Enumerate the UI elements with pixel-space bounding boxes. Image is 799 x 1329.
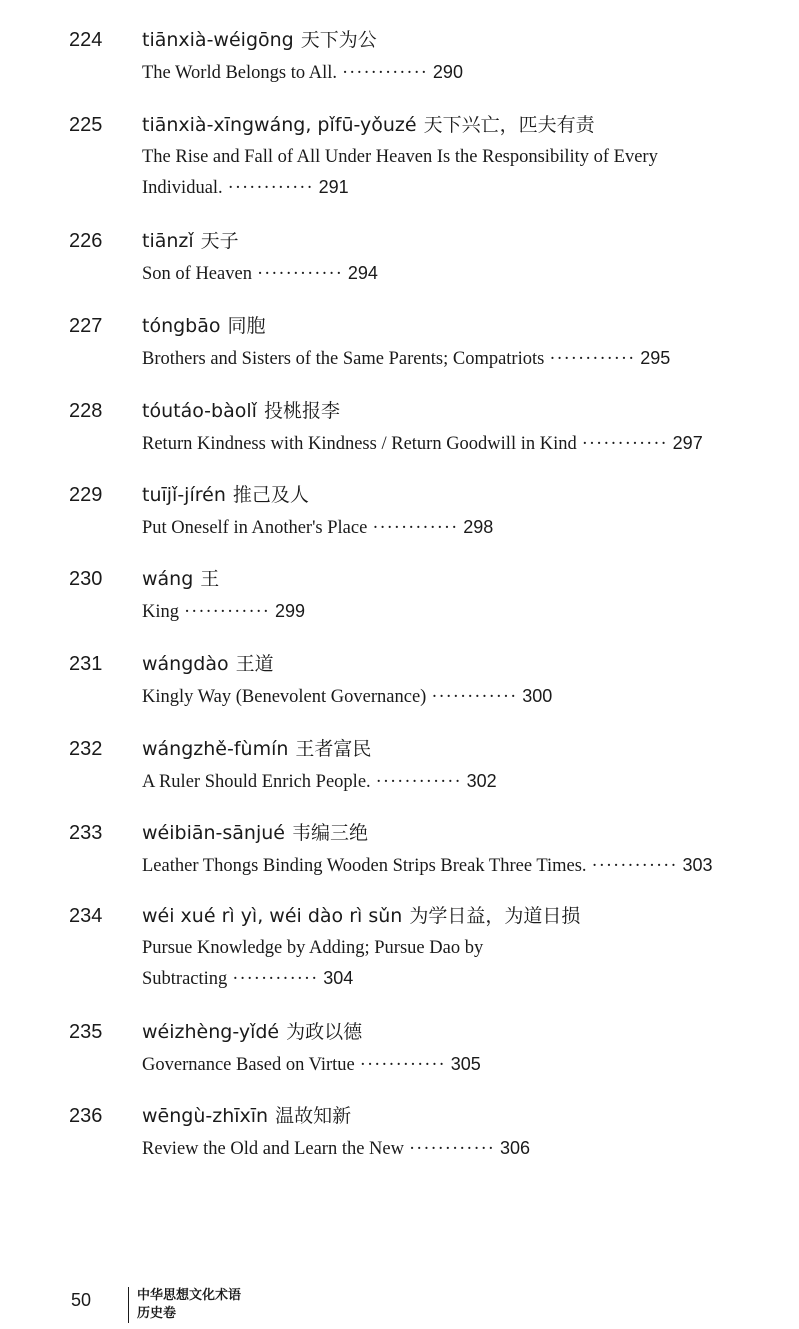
entry-pinyin: wángzhě-fùmín: [142, 738, 289, 760]
entry-page-number[interactable]: 297: [672, 433, 703, 453]
entry-translation: Return Kindness with Kindness / Return Goodwill in Kind: [142, 434, 577, 454]
entry-term: [142, 398, 340, 424]
entry-term: [142, 112, 595, 138]
entry-translation-line: [142, 850, 752, 881]
entry-number: 232: [69, 738, 103, 760]
entry-number: 230: [69, 568, 103, 590]
leader-dots: ············: [581, 434, 668, 454]
entry-pinyin: tóngbāo: [142, 315, 221, 337]
entry-hanzi: 韦编三绝: [291, 822, 368, 844]
entry-page-number[interactable]: 306: [499, 1138, 530, 1158]
entry-pinyin: wéi xué rì yì, wéi dào rì sǔn: [142, 905, 403, 927]
entry-translation: Put Oneself in Another's Place: [142, 518, 368, 538]
leader-dots: ············: [375, 772, 462, 792]
entry-translation: The Rise and Fall of All Under Heaven Is the Responsibility of Every Individual.: [142, 147, 658, 198]
entry-term: [142, 27, 377, 53]
series-title-line1: 中华思想文化术语: [137, 1288, 242, 1303]
entry-translation: Leather Thongs Binding Wooden Strips Break Three Times.: [142, 856, 587, 876]
leader-dots: ············: [232, 969, 319, 989]
entry-hanzi: 天下为公: [300, 29, 377, 51]
entry-hanzi: 为政以德: [286, 1021, 363, 1043]
leader-dots: ············: [431, 687, 518, 707]
entry-translation: Review the Old and Learn the New: [142, 1139, 404, 1159]
entry-pinyin: wáng: [142, 568, 194, 590]
entry-hanzi: 投桃报李: [263, 400, 340, 422]
entry-term: [142, 228, 239, 254]
entry-term: [142, 1103, 351, 1129]
entry-number: 234: [69, 905, 103, 927]
entry-hanzi: 王道: [235, 653, 274, 675]
entry-number: 224: [69, 29, 103, 51]
entry-number: 226: [69, 230, 103, 252]
entry-hanzi: 王: [200, 568, 220, 590]
entry-translation-line: [142, 512, 752, 543]
entry-hanzi: 温故知新: [275, 1105, 352, 1127]
entry-translation-line: [142, 258, 752, 289]
folio-page-number: 50: [71, 1290, 92, 1310]
entry-term: [142, 903, 580, 929]
leader-dots: ············: [549, 349, 636, 369]
series-title: [137, 1287, 241, 1323]
entry-translation-line: [142, 343, 752, 374]
entry-number: 229: [69, 484, 103, 506]
entry-translation: King: [142, 602, 179, 622]
entry-term: [142, 313, 266, 339]
entry-term: [142, 820, 368, 846]
entry-hanzi: 王者富民: [295, 738, 372, 760]
entry-translation-line: [142, 142, 752, 203]
entry-pinyin: wéibiān-sānjué: [142, 822, 285, 844]
entry-translation-line: [142, 933, 682, 994]
entry-hanzi: 同胞: [227, 315, 266, 337]
entry-translation-line: [142, 1133, 752, 1164]
entry-number: 236: [69, 1105, 103, 1127]
entry-term: [142, 566, 219, 592]
leader-dots: ············: [591, 856, 678, 876]
entry-pinyin: tiānzǐ: [142, 230, 194, 252]
leader-dots: ············: [359, 1055, 446, 1075]
leader-dots: ············: [372, 518, 459, 538]
entry-pinyin: wéizhèng-yǐdé: [142, 1021, 280, 1043]
entry-term: [142, 651, 274, 677]
leader-dots: ············: [227, 178, 314, 198]
entry-hanzi: 为学日益，为道日损: [409, 905, 581, 927]
page-footer: [0, 1287, 799, 1327]
footer-divider: [128, 1287, 129, 1323]
entry-page-number[interactable]: 305: [450, 1054, 481, 1074]
entry-term: [142, 482, 309, 508]
entry-number: 225: [69, 114, 103, 136]
entry-page-number[interactable]: 299: [274, 601, 305, 621]
entry-term: [142, 1019, 362, 1045]
entry-page-number[interactable]: 291: [318, 177, 349, 197]
leader-dots: ············: [341, 63, 428, 83]
entry-translation: Son of Heaven: [142, 264, 252, 284]
entry-pinyin: wángdào: [142, 653, 229, 675]
entry-translation: Pursue Knowledge by Adding; Pursue Dao by Subtracting: [142, 938, 484, 989]
entry-page-number[interactable]: 302: [466, 771, 497, 791]
entry-page-number[interactable]: 295: [640, 348, 671, 368]
series-title-line2: 历史卷: [137, 1306, 177, 1321]
entry-translation-line: [142, 428, 752, 459]
entry-number: 233: [69, 822, 103, 844]
leader-dots: ············: [409, 1139, 495, 1159]
entry-number: 235: [69, 1021, 103, 1043]
entry-hanzi: 天子: [200, 230, 239, 252]
entry-page-number[interactable]: 294: [347, 263, 378, 283]
entry-translation: Governance Based on Virtue: [142, 1055, 355, 1075]
entry-number: 231: [69, 653, 103, 675]
leader-dots: ············: [256, 264, 343, 284]
entry-pinyin: tiānxià-xīngwáng, pǐfū-yǒuzé: [142, 114, 417, 136]
entry-pinyin: tuījǐ-jírén: [142, 484, 226, 506]
entry-number: 227: [69, 315, 103, 337]
entry-hanzi: 天下兴亡，匹夫有责: [423, 114, 595, 136]
entry-pinyin: wēngù-zhīxīn: [142, 1105, 269, 1127]
entry-translation-line: [142, 766, 752, 797]
entry-translation-line: [142, 1049, 752, 1080]
entry-translation-line: [142, 57, 752, 88]
entry-page-number[interactable]: 290: [432, 62, 463, 82]
entry-translation-line: [142, 681, 752, 712]
entry-page-number[interactable]: 300: [522, 686, 553, 706]
entry-term: [142, 736, 371, 762]
entry-page-number[interactable]: 304: [323, 968, 354, 988]
entry-hanzi: 推己及人: [232, 484, 309, 506]
leader-dots: ············: [184, 602, 270, 622]
entry-translation: Brothers and Sisters of the Same Parents; Compatriots: [142, 349, 545, 369]
entry-pinyin: tóutáo-bàolǐ: [142, 400, 257, 422]
entry-number: 228: [69, 400, 103, 422]
entry-page-number[interactable]: 303: [682, 855, 713, 875]
entry-translation: Kingly Way (Benevolent Governance): [142, 687, 427, 707]
entry-translation-line: [142, 596, 752, 627]
entry-pinyin: tiānxià-wéigōng: [142, 29, 294, 51]
entry-translation: The World Belongs to All.: [142, 63, 337, 83]
entry-translation: A Ruler Should Enrich People.: [142, 772, 371, 792]
entry-page-number[interactable]: 298: [463, 517, 494, 537]
